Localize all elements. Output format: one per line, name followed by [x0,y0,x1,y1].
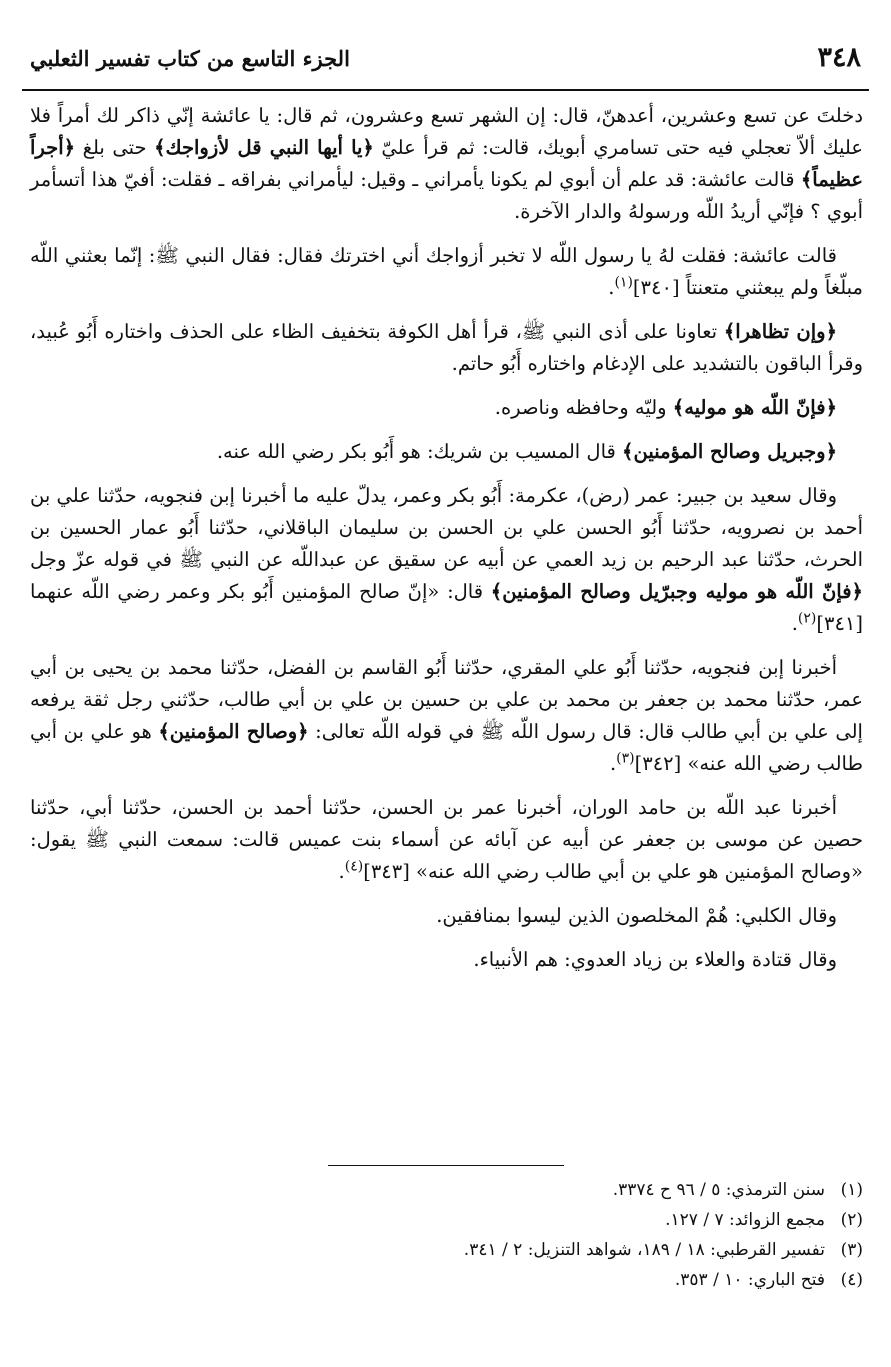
text-run: وقال قتادة والعلاء بن زياد العدوي: هم الأنبياء. [473,948,837,971]
footnotes [200,1175,863,1295]
quran-quote: ﴿وإن تظاهرا﴾ [723,320,837,343]
text-run: وليّه وحافظه وناصره. [494,396,673,419]
footnote [200,1175,863,1205]
paragraph [30,944,863,976]
footnote [200,1235,863,1265]
footnote-text: سنن الترمذي: ٥ / ٩٦ ح ٣٣٧٤. [612,1180,825,1200]
text-run: دخلتَ عن تسع وعشرين، أعدهنّ، قال: إن الشهر تسع وعشرون، ثم قال: يا عائشة إنّي ذاكر لك أمراً فلا عليك ألاّ تعجلي فيه حتى تسامري أبويك، قالت: ثم قرأ عليّ [30,104,863,159]
footnote [200,1205,863,1235]
footnote-ref: (٢) [797,610,817,627]
text-run: وقال سعيد بن جبير: عمر (رض)، عكرمة: أَبُو بكر وعمر، يدلّ عليه ما أخبرنا إبن فنجويه، حدّثنا علي بن أحمد بن نصرويه، حدّثنا أَبُو الحسن علي بن الحسن بن سليمان الباقلاني، حدّثنا أَبُو عمار الحسين بن الحرث، حدّثنا عبد الرحيم بن زيد العمي عن أبيه عن سقيق عن عبداللّه عن النبي ﷺ في قوله عزّ وجل [30,484,863,571]
paragraph [30,316,863,380]
header-divider [22,89,869,91]
footnote-text: فتح الباري: ١٠ / ٣٥٣. [674,1270,825,1290]
footnote-number: (٢) [840,1210,863,1230]
text-run: قال: «إنّ صالح المؤمنين أَبُو بكر وعمر رضي اللّه عنهما [٣٤١] [30,580,863,635]
main-text [30,100,863,988]
paragraph [30,240,863,304]
footnote [200,1265,863,1295]
quran-quote: ﴿وجبريل وصالح المؤمنين﴾ [622,440,837,463]
text-run: . [791,612,798,635]
page-header [22,36,869,86]
quran-quote: ﴿فإنّ اللّه هو موليه وجبرّيل وصالح المؤمنين﴾ [490,580,863,603]
text-run: أخبرنا عبد اللّه بن حامد الوران، أخبرنا عمر بن الحسن، حدّثنا أحمد بن الحسن، حدّثنا أبي، حدّثنا حصين عن موسى بن جعفر عن أبيه عن آبائه عن أسماء بنت عميس قالت: سمعت النبي ﷺ يقول: «وصالح المؤمنين هو علي بن أبي طالب رضي الله عنه» [٣٤٣] [30,796,863,883]
text-run: . [609,752,617,775]
text-run: . [608,276,615,299]
paragraph [30,900,863,932]
quran-quote: ﴿وصالح المؤمنين﴾ [158,720,309,743]
quran-quote: ﴿أجراً عظيماً﴾ [30,136,863,191]
footnote-ref: (١) [614,274,633,291]
running-title: الجزء التاسع من كتاب تفسير الثعلبي [30,46,350,71]
page-number: ٣٤٨ [817,42,861,73]
paragraph [30,436,863,468]
quran-quote: ﴿يا أيها النبي قل لأزواجك﴾ [154,136,374,159]
footnote-number: (٤) [840,1270,863,1290]
footnote-number: (٣) [840,1240,863,1260]
footnote-ref: (٣) [616,750,635,767]
paragraph [30,792,863,888]
footnote-number: (١) [840,1180,863,1200]
text-run: . [338,860,345,883]
paragraph [30,480,863,640]
text-run: وقال الكلبي: هُمْ المخلصون الذين ليسوا بمنافقين. [436,904,837,927]
text-run: هو علي بن أبي طالب رضي الله عنه» [٣٤٢] [30,720,863,775]
paragraph [30,652,863,780]
paragraph [30,392,863,424]
text-run: أخبرنا إبن فنجويه، حدّثنا أَبُو علي المقري، حدّثنا أَبُو القاسم بن الفضل، حدّثنا محمد بن يحيى بن أبي عمر، حدّثنا محمد بن جعفر بن محمد بن علي بن حسين بن علي بن أبي طالب، حدّثني رجل ثقة يرفعه إلى علي بن أبي طالب قال: قال رسول اللّه ﷺ في قوله اللّه تعالى: [30,656,863,743]
footnote-text: مجمع الزوائد: ٧ / ١٢٧. [665,1210,825,1230]
footnote-text: تفسير القرطبي: ١٨ / ١٨٩، شواهد التنزيل: ٢ / ٣٤١. [463,1240,825,1260]
quran-quote: ﴿فإنّ اللّه هو موليه﴾ [672,396,837,419]
text-run: تعاونا على أذى النبي ﷺ، قرأ أهل الكوفة بتخفيف الظاء على الحذف واختاره أَبُو عُبيد، وقرأ الباقون بالتشديد على الإدغام واختاره أَبُو حاتم. [30,320,863,375]
text-run: حتى بلغ [75,136,155,159]
text-run: قال المسيب بن شريك: هو أَبُو بكر رضي الله عنه. [216,440,623,463]
paragraph [30,100,863,228]
text-run: قالت عائشة: فقلت لهُ يا رسول اللّه لا تخبر أزواجك أني اخترتك فقال: فقال النبي ﷺ: إنّما بعثني اللّه مبلّغاً ولم يبعثني متعنتاً [٣٤٠] [30,244,863,299]
footnote-ref: (٤) [344,858,364,875]
text-run: قالت عائشة: قد علم أن أبوي لم يكونا يأمراني ـ وقيل: ليأمراني بفراقه ـ فقلت: أفيّ هذا أتسأمر أبوي ؟ فإنّي أريدُ اللّه ورسولهُ والدار الآخرة. [30,168,863,223]
footnote-divider [328,1165,564,1166]
